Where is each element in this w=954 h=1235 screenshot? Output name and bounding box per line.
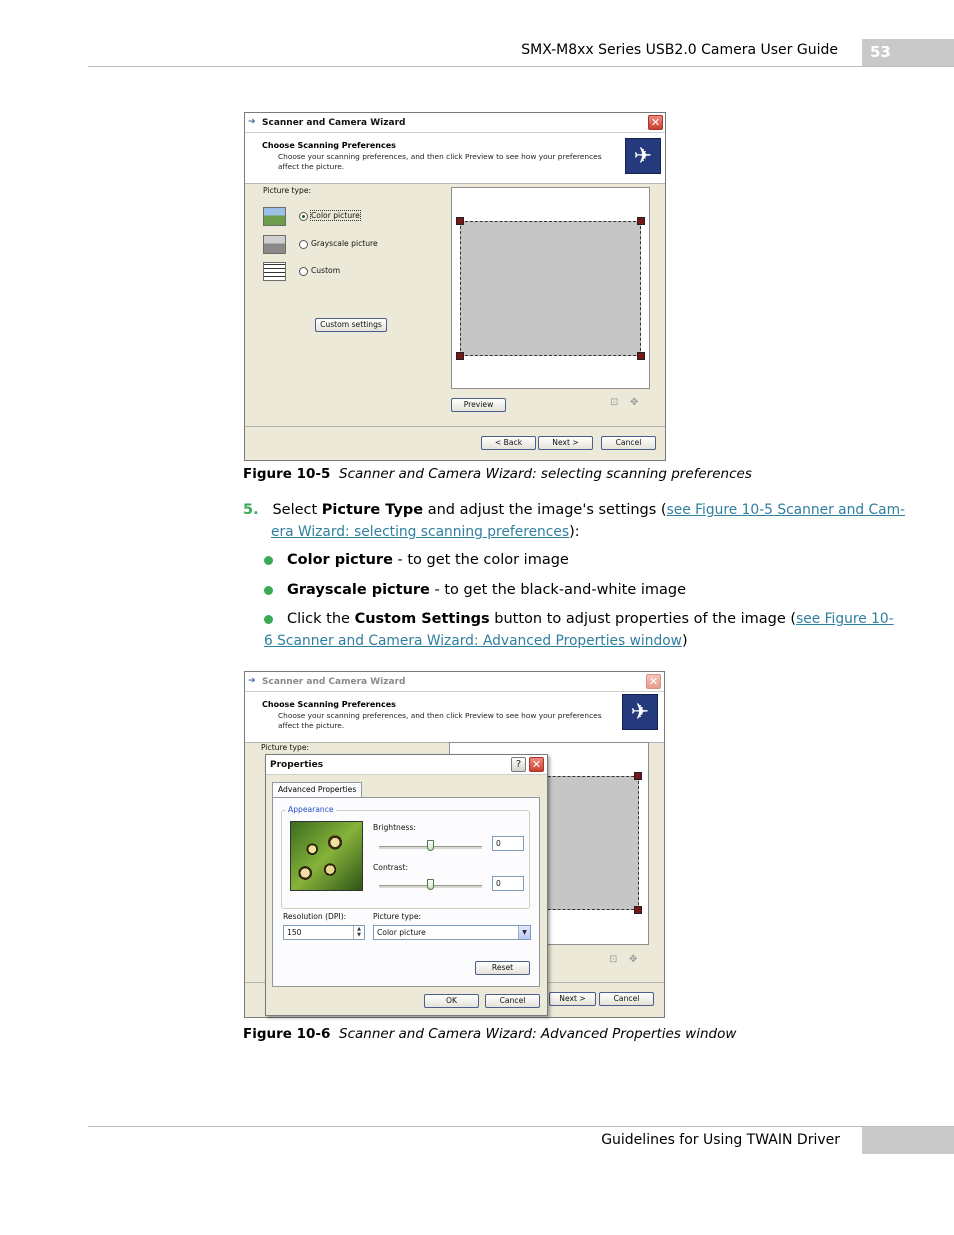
camera-scanner-icon: ✈	[622, 694, 658, 730]
color-picture-icon	[263, 207, 286, 226]
cancel-button[interactable]: Cancel	[599, 992, 654, 1006]
wizard-heading: Choose Scanning Preferences	[262, 141, 396, 150]
brightness-label: Brightness:	[373, 823, 417, 832]
bullet-color-picture	[287, 549, 569, 571]
scan-area[interactable]	[460, 221, 641, 356]
figure-caption	[243, 466, 752, 482]
figure-10-6-link-cont[interactable]: 6 Scanner and Camera Wizard: Advanced Properties window	[264, 633, 682, 649]
bullet-bold: Custom Settings	[354, 611, 490, 627]
wizard-arrow-icon: ➔	[248, 676, 256, 686]
bullet-text: - to get the black-and-white image	[429, 582, 687, 598]
fit-icon[interactable]: ✥	[630, 397, 639, 408]
grayscale-picture-label[interactable]: Grayscale picture	[311, 239, 378, 248]
wizard-arrow-icon: ➔	[248, 117, 256, 127]
brightness-input[interactable]: 0	[492, 836, 524, 851]
advanced-properties-panel	[272, 797, 540, 987]
sample-photo	[290, 821, 363, 891]
bullet-custom-settings	[287, 608, 894, 630]
next-button[interactable]: Next >	[538, 436, 593, 450]
reset-button[interactable]: Reset	[475, 961, 530, 975]
resolution-stepper[interactable]	[283, 925, 365, 940]
scan-area[interactable]	[538, 776, 639, 910]
figure-label: Figure 10-6	[243, 1026, 331, 1042]
crop-handle[interactable]	[634, 906, 642, 914]
close-icon: ✕	[648, 675, 659, 688]
bullet-custom-settings-line-2	[264, 630, 688, 652]
help-button[interactable]	[511, 757, 526, 772]
resolution-label: Resolution (DPI):	[283, 912, 347, 921]
bullet-text: Click the	[287, 611, 355, 627]
crop-handle[interactable]	[456, 352, 464, 360]
next-button[interactable]: Next >	[549, 992, 596, 1006]
bullet-text-2: button to adjust properties of the image (	[489, 611, 797, 627]
figure-10-5-link[interactable]: see Figure 10-5 Scanner and Cam-	[666, 502, 906, 518]
bullet-text: - to get the color image	[392, 552, 569, 568]
zoom-icon[interactable]: ⊡	[609, 954, 618, 965]
grayscale-picture-radio[interactable]	[299, 240, 308, 249]
picture-type-label: Picture type:	[373, 912, 422, 921]
preview-pane	[451, 187, 650, 389]
figure-10-5-link-cont[interactable]: era Wizard: selecting scanning preferences	[271, 524, 570, 540]
cancel-button[interactable]: Cancel	[485, 994, 540, 1008]
bullet-text-3: )	[681, 633, 688, 649]
ok-button[interactable]: OK	[424, 994, 479, 1008]
step-text-3: ):	[569, 524, 580, 540]
custom-settings-button[interactable]: Custom settings	[315, 318, 387, 332]
crop-handle[interactable]	[637, 217, 645, 225]
document-title: SMX-M8xx Series USB2.0 Camera User Guide	[521, 42, 838, 58]
wizard-titlebar	[245, 113, 665, 133]
preview-button[interactable]: Preview	[451, 398, 506, 412]
step-text: Select	[272, 502, 322, 518]
bullet-icon	[264, 586, 273, 595]
figure-text: Scanner and Camera Wizard: Advanced Properties window	[339, 1026, 737, 1042]
chevron-down-icon[interactable]: ▼	[518, 926, 530, 939]
cancel-button[interactable]: Cancel	[601, 436, 656, 450]
color-picture-radio[interactable]	[299, 212, 308, 221]
wizard-heading: Choose Scanning Preferences	[262, 700, 396, 709]
figure-text: Scanner and Camera Wizard: selecting scanning preferences	[339, 466, 752, 482]
close-icon: ✕	[650, 116, 661, 129]
step-number: 5.	[243, 502, 259, 518]
custom-radio[interactable]	[299, 267, 308, 276]
fit-icon[interactable]: ✥	[629, 954, 638, 965]
bullet-icon	[264, 615, 273, 624]
contrast-label: Contrast:	[373, 863, 409, 872]
crop-handle[interactable]	[637, 352, 645, 360]
close-icon: ✕	[531, 758, 542, 771]
wizard-window	[244, 112, 666, 461]
header-rule	[88, 66, 954, 67]
crop-handle[interactable]	[634, 772, 642, 780]
back-button[interactable]: < Back	[481, 436, 536, 450]
figure-caption	[243, 1026, 736, 1042]
custom-picture-icon	[263, 262, 286, 281]
step-bold: Picture Type	[321, 502, 424, 518]
footer-separator	[245, 426, 665, 427]
grayscale-picture-icon	[263, 235, 286, 254]
properties-title: Properties	[270, 760, 324, 770]
wizard-header	[245, 692, 664, 743]
color-picture-label[interactable]: Color picture	[311, 211, 360, 220]
contrast-slider[interactable]	[427, 879, 434, 890]
step-text-2: and adjust the image's settings (	[423, 502, 667, 518]
footer-tab	[862, 1127, 954, 1154]
help-icon: ?	[515, 759, 522, 770]
zoom-icon[interactable]: ⊡	[610, 397, 619, 408]
footer-rule	[88, 1126, 954, 1127]
resolution-value: 150	[287, 928, 302, 937]
close-button[interactable]	[529, 757, 544, 772]
properties-titlebar	[266, 755, 547, 775]
bullet-icon	[264, 556, 273, 565]
page-number: 53	[862, 39, 954, 66]
bullet-grayscale-picture	[287, 579, 686, 601]
camera-scanner-icon: ✈	[625, 138, 661, 174]
tab-advanced-properties[interactable]: Advanced Properties	[272, 782, 362, 797]
picture-type-select[interactable]	[373, 925, 531, 940]
spin-arrows-icon[interactable]: ▲ ▼	[353, 926, 364, 939]
wizard-title: Scanner and Camera Wizard	[262, 118, 406, 128]
wizard-subheading: Choose your scanning preferences, and then click Preview to see how your preferences affect the picture.	[278, 711, 602, 730]
bullet-bold: Grayscale picture	[287, 582, 430, 598]
figure-10-6-link[interactable]: see Figure 10-	[796, 611, 894, 627]
wizard-header	[245, 133, 665, 184]
close-button[interactable]	[648, 115, 663, 130]
wizard-title: Scanner and Camera Wizard	[262, 677, 406, 687]
custom-label[interactable]: Custom	[311, 266, 341, 275]
picture-type-label: Picture type:	[261, 743, 310, 752]
step-5	[243, 499, 905, 521]
close-button[interactable]	[646, 674, 661, 689]
properties-dialog	[265, 754, 548, 1016]
wizard-titlebar	[245, 672, 664, 692]
footer-section-title: Guidelines for Using TWAIN Driver	[601, 1132, 840, 1148]
brightness-slider[interactable]	[427, 840, 434, 851]
wizard-subheading: Choose your scanning preferences, and then click Preview to see how your preferences affect the picture.	[278, 152, 602, 171]
crop-handle[interactable]	[456, 217, 464, 225]
bullet-bold: Color picture	[287, 552, 393, 568]
picture-type-value: Color picture	[377, 928, 426, 937]
step-5-line-2	[271, 521, 580, 543]
contrast-input[interactable]: 0	[492, 876, 524, 891]
appearance-label: Appearance	[288, 805, 334, 814]
picture-type-label: Picture type:	[263, 186, 312, 195]
figure-label: Figure 10-5	[243, 466, 331, 482]
